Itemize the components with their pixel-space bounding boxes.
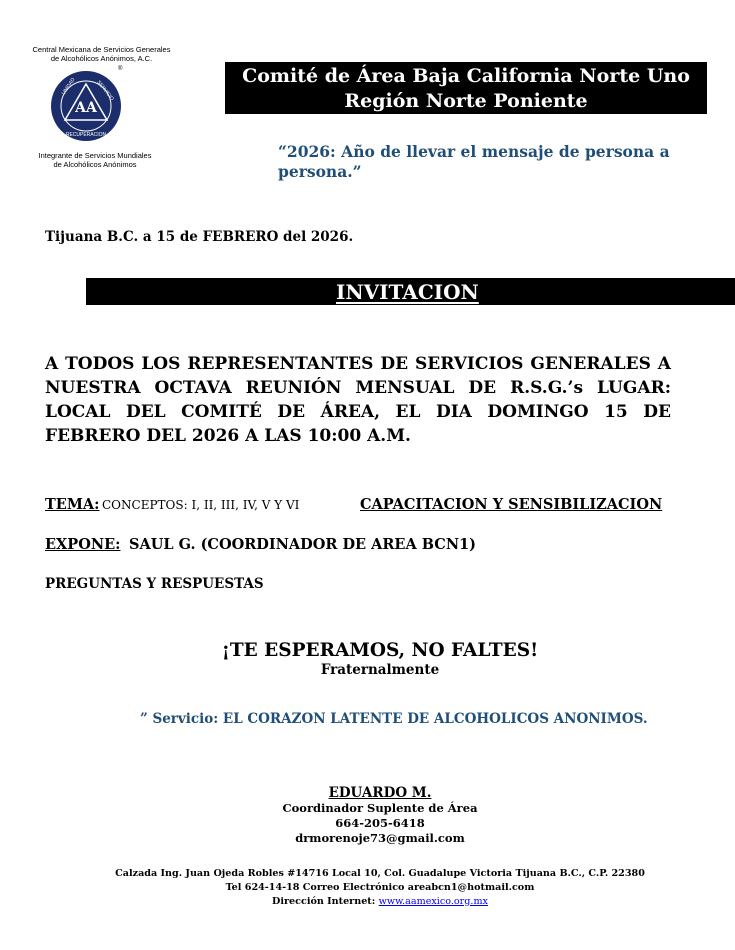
questions-answers: PREGUNTAS Y RESPUESTAS [45,576,264,592]
org-name [14,45,189,63]
footer-address: Calzada Ing. Juan Ojeda Robles #14716 Local 10, Col. Guadalupe Victoria Tijuana B.C., C.P. 22380 [115,868,645,879]
org-subtitle [20,151,170,169]
date-line: Tijuana B.C. a 15 de FEBRERO del 2026. [45,229,354,245]
signature-role: Coordinador Suplente de Área [282,801,478,815]
org-sub-line2: de Alcohólicos Anónimos [53,160,137,169]
fraternal-line: Fraternalmente [320,662,440,678]
registered-mark: ® [118,66,123,72]
expone-value: SAUL G. (COORDINADOR DE AREA BCN1) [129,536,477,553]
org-name-line1: Central Mexicana de Servicios Generales [32,45,171,54]
aa-logo-icon [50,70,122,142]
logo-text-right: SERVICIO [95,79,115,102]
service-line: ” Servicio: EL CORAZON LATENTE DE ALCOHOLICOS ANONIMOS. [140,711,648,727]
logo-text-bottom: RECUPERACION [65,132,107,138]
header-banner [225,62,707,114]
footer-web [60,895,700,909]
footer [60,867,700,909]
org-name-line2: de Alcohólicos Anónimos, A.C. [50,54,153,63]
footer-contact: Tel 624-14-18 Correo Electrónico areabcn1@hotmail.com [225,882,535,893]
tema-value: CONCEPTOS: I, II, III, IV, V Y VI [102,498,300,512]
org-sub-line1: Integrante de Servicios Mundiales [38,151,152,160]
document-title: INVITACION [336,280,479,304]
header-line1: Comité de Área Baja California Norte Uno [242,65,690,87]
tema-topic: CAPACITACION Y SENSIBILIZACION [360,496,663,513]
invitation-body: A TODOS LOS REPRESENTANTES DE SERVICIOS GENERALES A NUESTRA OCTAVA REUNIÓN MENSUAL DE R.S.G.’s LUGAR: LOCAL DEL COMITÉ DE ÁREA, EL DIA DOMINGO 15 DE FEBRERO DEL 2026 A LAS 10:00 A.M. [45,354,671,446]
website-link[interactable]: www.aamexico.org.mx [378,896,488,907]
motto: “2026: Año de llevar el mensaje de persona a persona.” [278,142,670,181]
signature-name: EDUARDO M. [328,785,432,801]
tema-label: TEMA: [45,496,100,513]
logo-center-text: AA [75,100,97,116]
expone-label: EXPONE: [45,536,121,553]
closing-line: ¡TE ESPERAMOS, NO FALTES! [221,640,539,661]
signature-email: drmorenoje73@gmail.com [295,831,465,845]
logo-text-left: UNIDAD [60,77,77,97]
signature-phone: 664-205-6418 [335,816,425,830]
header-line2: Región Norte Poniente [344,90,588,112]
footer-web-label: Dirección Internet: [272,896,376,907]
signature-block [260,786,500,846]
